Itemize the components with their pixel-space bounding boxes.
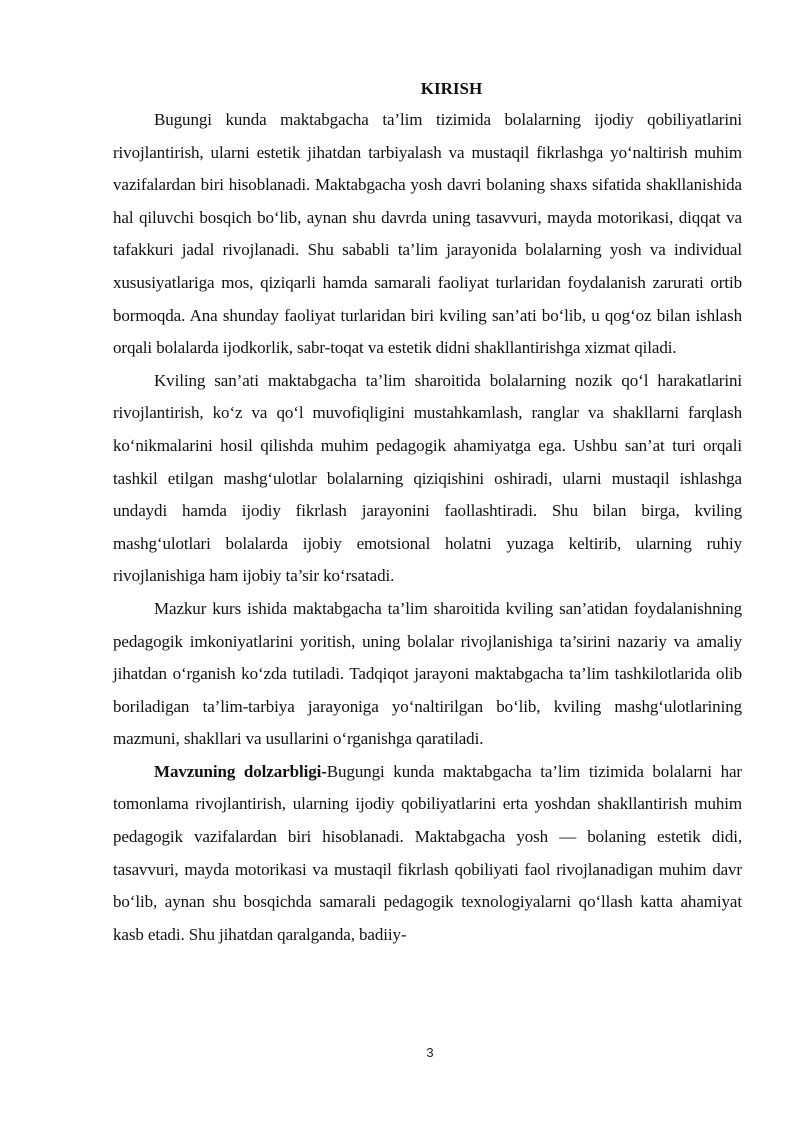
paragraph-text: Bugungi kunda maktabgacha ta’lim tizimida bolalarning ijodiy qobiliyatlarini rivojlantirish, ularni estetik jihatdan tarbiyalash va mustaqil fikrlashga yo‘naltirish muhim vazifalardan biri hisoblanadi. Maktabgacha yosh davri bolaning shaxs sifatida shakllanishida hal qiluvchi bosqich bo‘lib, aynan shu davrda uning tasavvuri, mayda motorikasi, diqqat va tafakkuri jadal rivojlanadi. Shu sababli ta’lim jarayonida bolalarning yosh va individual xususiyatlariga mos, qiziqarli hamda samarali faoliyat turlaridan foydalanish zarurati ortib bormoqda. Ana shunday faoliyat turlaridan biri kviling san’ati bo‘lib, u qog‘oz bilan ishlash orqali bolalarda ijodkorlik, sabr-toqat va estetik didni shakllantirishga xizmat qiladi. <box>113 110 742 358</box>
page-number: 3 <box>426 1045 434 1060</box>
paragraph-text: Bugungi kunda maktabgacha ta’lim tizimida bolalarni har tomonlama rivojlantirish, ularning ijodiy qobiliyatlarini erta yoshdan shakllantirish muhim pedagogik vazifalardan biri hisoblanadi. Maktabgacha yosh — bolaning estetik didi, tasavvuri, mayda motorikasi va mustaqil fikrlash qobiliyati faol rivojlanadigan muhim davr bo‘lib, aynan shu bosqichda samarali pedagogik texnologiyalarni qo‘llash katta ahamiyat kasb etadi. Shu jihatdan qaralganda, badiiy- <box>113 761 742 944</box>
section-heading: KIRISH <box>420 79 483 98</box>
paragraph-text: Mazkur kurs ishida maktabgacha ta’lim sharoitida kviling san’atidan foydalanishning pedagogik imkoniyatlarini yoritish, uning bolalar rivojlanishiga ta’sirini nazariy va amaliy jihatdan o‘rganish ko‘zda tutiladi. Tadqiqot jarayoni maktabgacha ta’lim tashkilotlarida olib boriladigan ta’lim-tarbiya jarayoniga yo‘naltirilgan bo‘lib, kviling mashg‘ulotlarining mazmuni, shakllari va usullarini o‘rganishga qaratiladi. <box>113 598 742 749</box>
paragraph-lead: Mavzuning dolzarbligi- <box>154 761 327 781</box>
page-content <box>113 74 742 951</box>
paragraph-4 <box>113 756 742 952</box>
paragraph-1 <box>113 104 742 365</box>
paragraph-3 <box>113 593 742 756</box>
paragraph-2 <box>113 365 742 593</box>
paragraph-text: Kviling san’ati maktabgacha ta’lim sharoitida bolalarning nozik qo‘l harakatlarini rivojlantirish, ko‘z va qo‘l muvofiqligini mustahkamlash, ranglar va shakllarni farqlash ko‘nikmalarini hosil qilishda muhim pedagogik ahamiyatga ega. Ushbu san’at turi orqali tashkil etilgan mashg‘ulotlar bolalarning qiziqishini oshiradi, ularni mustaqil ishlashga undaydi hamda ijodiy fikrlash jarayonini faollashtiradi. Shu bilan birga, kviling mashg‘ulotlari bolalarda ijobiy emotsional holatni yuzaga keltirib, ularning ruhiy rivojlanishiga ham ijobiy ta’sir ko‘rsatadi. <box>113 370 742 586</box>
